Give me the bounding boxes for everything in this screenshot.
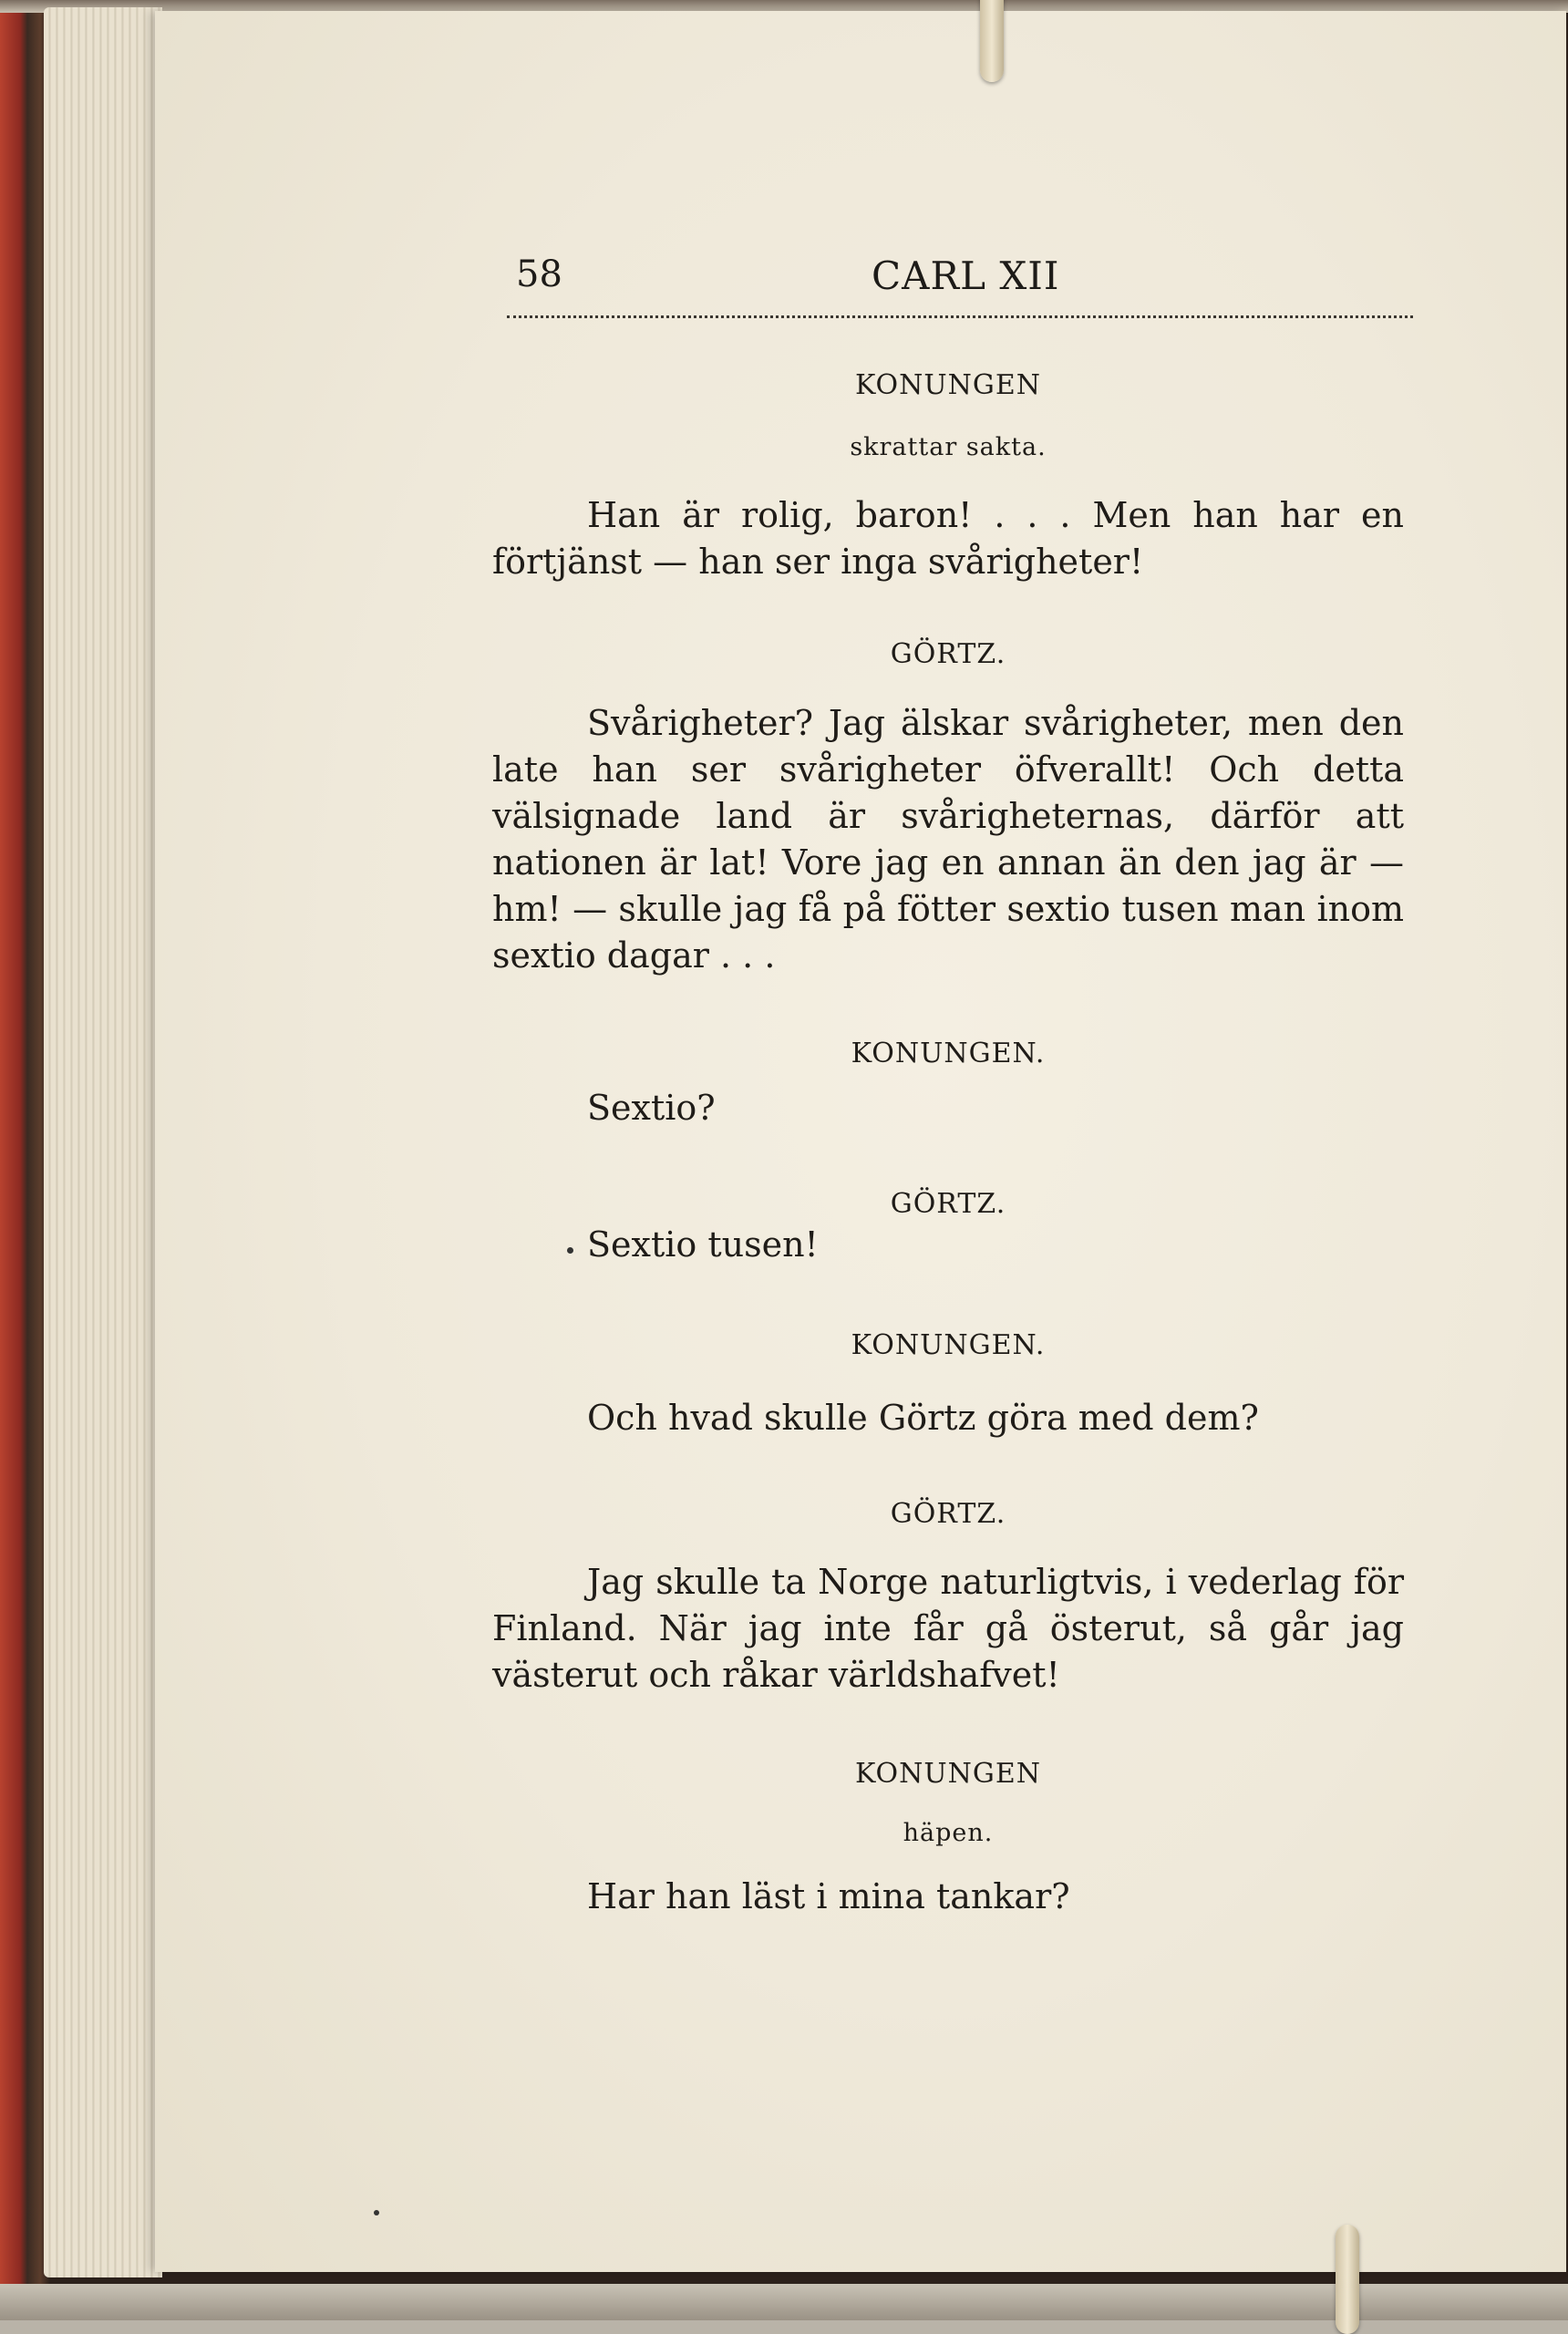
- dialogue-text: Svårigheter? Jag älskar svårigheter, men den late han ser svårigheter öfverallt! Och detta välsignade land är svårigheternas, därför att nationen är lat! Vore jag en annan än den jag är — hm! — skulle jag få på fötter sextio tusen man inom sextio dagar . . .: [492, 703, 1404, 976]
- dialogue-line: [492, 1874, 1404, 1920]
- speaker-name: GÖRTZ.: [890, 638, 1006, 670]
- speaker-name: KONUNGEN.: [851, 1329, 1046, 1361]
- dialogue-text: Och hvad skulle Görtz göra med dem?: [587, 1398, 1259, 1438]
- stage-direction: skrattar sakta.: [850, 433, 1047, 461]
- dialogue-line: [492, 700, 1404, 979]
- ink-mark: [567, 1247, 573, 1254]
- book-page: [155, 11, 1566, 2272]
- speaker-name: GÖRTZ.: [890, 1188, 1006, 1220]
- ink-mark: [374, 2210, 379, 2215]
- speaker-name: KONUNGEN: [854, 369, 1042, 401]
- speaker-name: KONUNGEN.: [851, 1038, 1046, 1069]
- dialogue-line: [492, 492, 1404, 585]
- dialogue-line: [492, 1222, 1404, 1268]
- stage-direction: häpen.: [903, 1819, 994, 1847]
- dialogue-line: [492, 1395, 1404, 1441]
- header-rule: [507, 315, 1413, 318]
- book-bottom-edge: [0, 2284, 1568, 2320]
- dialogue-line: [492, 1085, 1404, 1131]
- page-number: 58: [516, 253, 562, 295]
- dialogue-line: [492, 1559, 1404, 1699]
- dialogue-text: Han är rolig, baron! . . . Men han har en förtjänst — han ser inga svårigheter!: [492, 495, 1404, 582]
- dialogue-text: Sextio tusen!: [587, 1224, 819, 1265]
- speaker-name: GÖRTZ.: [890, 1498, 1006, 1530]
- page-clip-top: [980, 0, 1004, 82]
- page-header: [507, 253, 1413, 319]
- dialogue-text: Sextio?: [587, 1088, 716, 1128]
- dialogue-text: Jag skulle ta Norge naturligtvis, i vederlag för Finland. När jag inte får gå österut, så går jag västerut och råkar världshafvet!: [492, 1562, 1404, 1695]
- running-title: CARL XII: [872, 253, 1060, 298]
- page-clip-bottom: [1336, 2225, 1359, 2334]
- dialogue-text: Har han läst i mina tankar?: [587, 1876, 1070, 1916]
- speaker-name: KONUNGEN: [854, 1758, 1042, 1790]
- page-block-edges: [44, 7, 162, 2277]
